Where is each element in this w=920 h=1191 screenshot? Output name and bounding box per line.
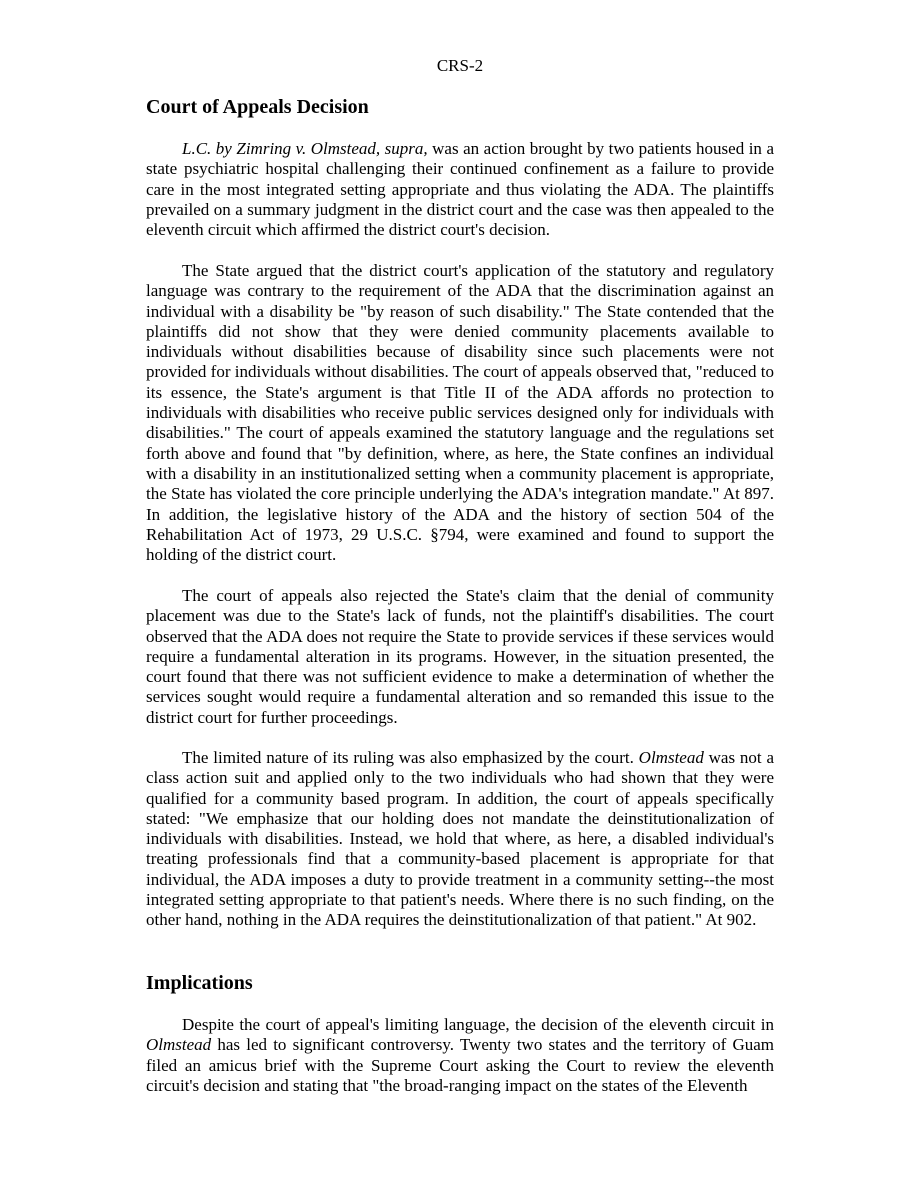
section-heading-court-of-appeals: Court of Appeals Decision — [146, 96, 369, 118]
paragraph-case-summary — [146, 139, 774, 240]
page-header: CRS-2 — [436, 56, 484, 75]
paragraph-text: Despite the court of appeal's limiting language, the decision of the eleventh circuit in — [182, 1015, 774, 1034]
paragraph-limited-ruling — [146, 748, 774, 931]
paragraph-implications — [146, 1015, 774, 1096]
paragraph-text: has led to significant controversy. Twenty two states and the territory of Guam filed an amicus brief with the Supreme Court asking the Court to review the eleventh circuit's decision and stating that "the broad-ranging impact on the states of the Eleventh — [146, 1035, 774, 1095]
paragraph-funding-claim — [146, 586, 774, 728]
case-name: Olmstead — [638, 748, 704, 767]
case-name: Olmstead — [146, 1035, 212, 1055]
paragraph-text: was an action brought by two patients housed in a state psychiatric hospital challenging their continued confinement as a failure to provide care in the most integrated setting appropriate and thus violating the ADA. The plaintiffs prevailed on a summary judgment in the district court and the case was then appealed to the eleventh circuit which affirmed the district court's decision. — [146, 139, 774, 240]
section-heading-implications: Implications — [146, 972, 253, 994]
paragraph-text: The court of appeals also rejected the State's claim that the denial of community placement was due to the State's lack of funds, not the plaintiff's disabilities. The court observed that the ADA does not require the State to provide services if these services would require a fundamental alteration in its programs. However, in the situation presented, the court found that there was not sufficient evidence to make a determination of whether the services sought would require a fundamental alteration and so remanded this issue to the district court for further proceedings. — [146, 586, 774, 727]
paragraph-state-argument — [146, 261, 774, 565]
paragraph-text: The limited nature of its ruling was also emphasized by the court. — [182, 748, 639, 767]
paragraph-text: The State argued that the district court's application of the statutory and regulatory language was contrary to the requirement of the ADA that the discrimination against an individual with a disability be "by reason of such disability." The State contended that the plaintiffs did not show that they were denied community placements available to individuals without disabilities because of disability since such placements were not provided for individuals without disabilities. The court of appeals observed that, "reduced to its essence, the State's argument is that Title II of the ADA affords no protection to individuals with disabilities who receive public services designed only for individuals with disabilities." The court of appeals examined the statutory language and the regulations set forth above and found that "by definition, where, as here, the State confines an individual with a disability in an institutionalized setting when a community placement is appropriate, the State has violated the core principle underlying the ADA's integration mandate." At 897. In addition, the legislative history of the ADA and the history of section 504 of the Rehabilitation Act of 1973, 29 U.S.C. §794, were examined and found to support the holding of the district court. — [146, 261, 774, 565]
paragraph-text: was not a class action suit and applied only to the two individuals who had shown that they were qualified for a community based program. In addition, the court of appeals specifically stated: "We emphasize that our holding does not mandate the deinstitutionalization of individuals with disabilities. Instead, we hold that where, as here, a disabled individual's treating professionals find that a community-based placement is appropriate for that individual, the ADA imposes a duty to provide treatment in a community setting--the most integrated setting appropriate to that patient's needs. Where there is no such finding, on the other hand, nothing in the ADA requires the deinstitutionalization of that patient." At 902. — [146, 748, 774, 930]
case-citation: L.C. by Zimring v. Olmstead, supra, — [182, 139, 428, 158]
